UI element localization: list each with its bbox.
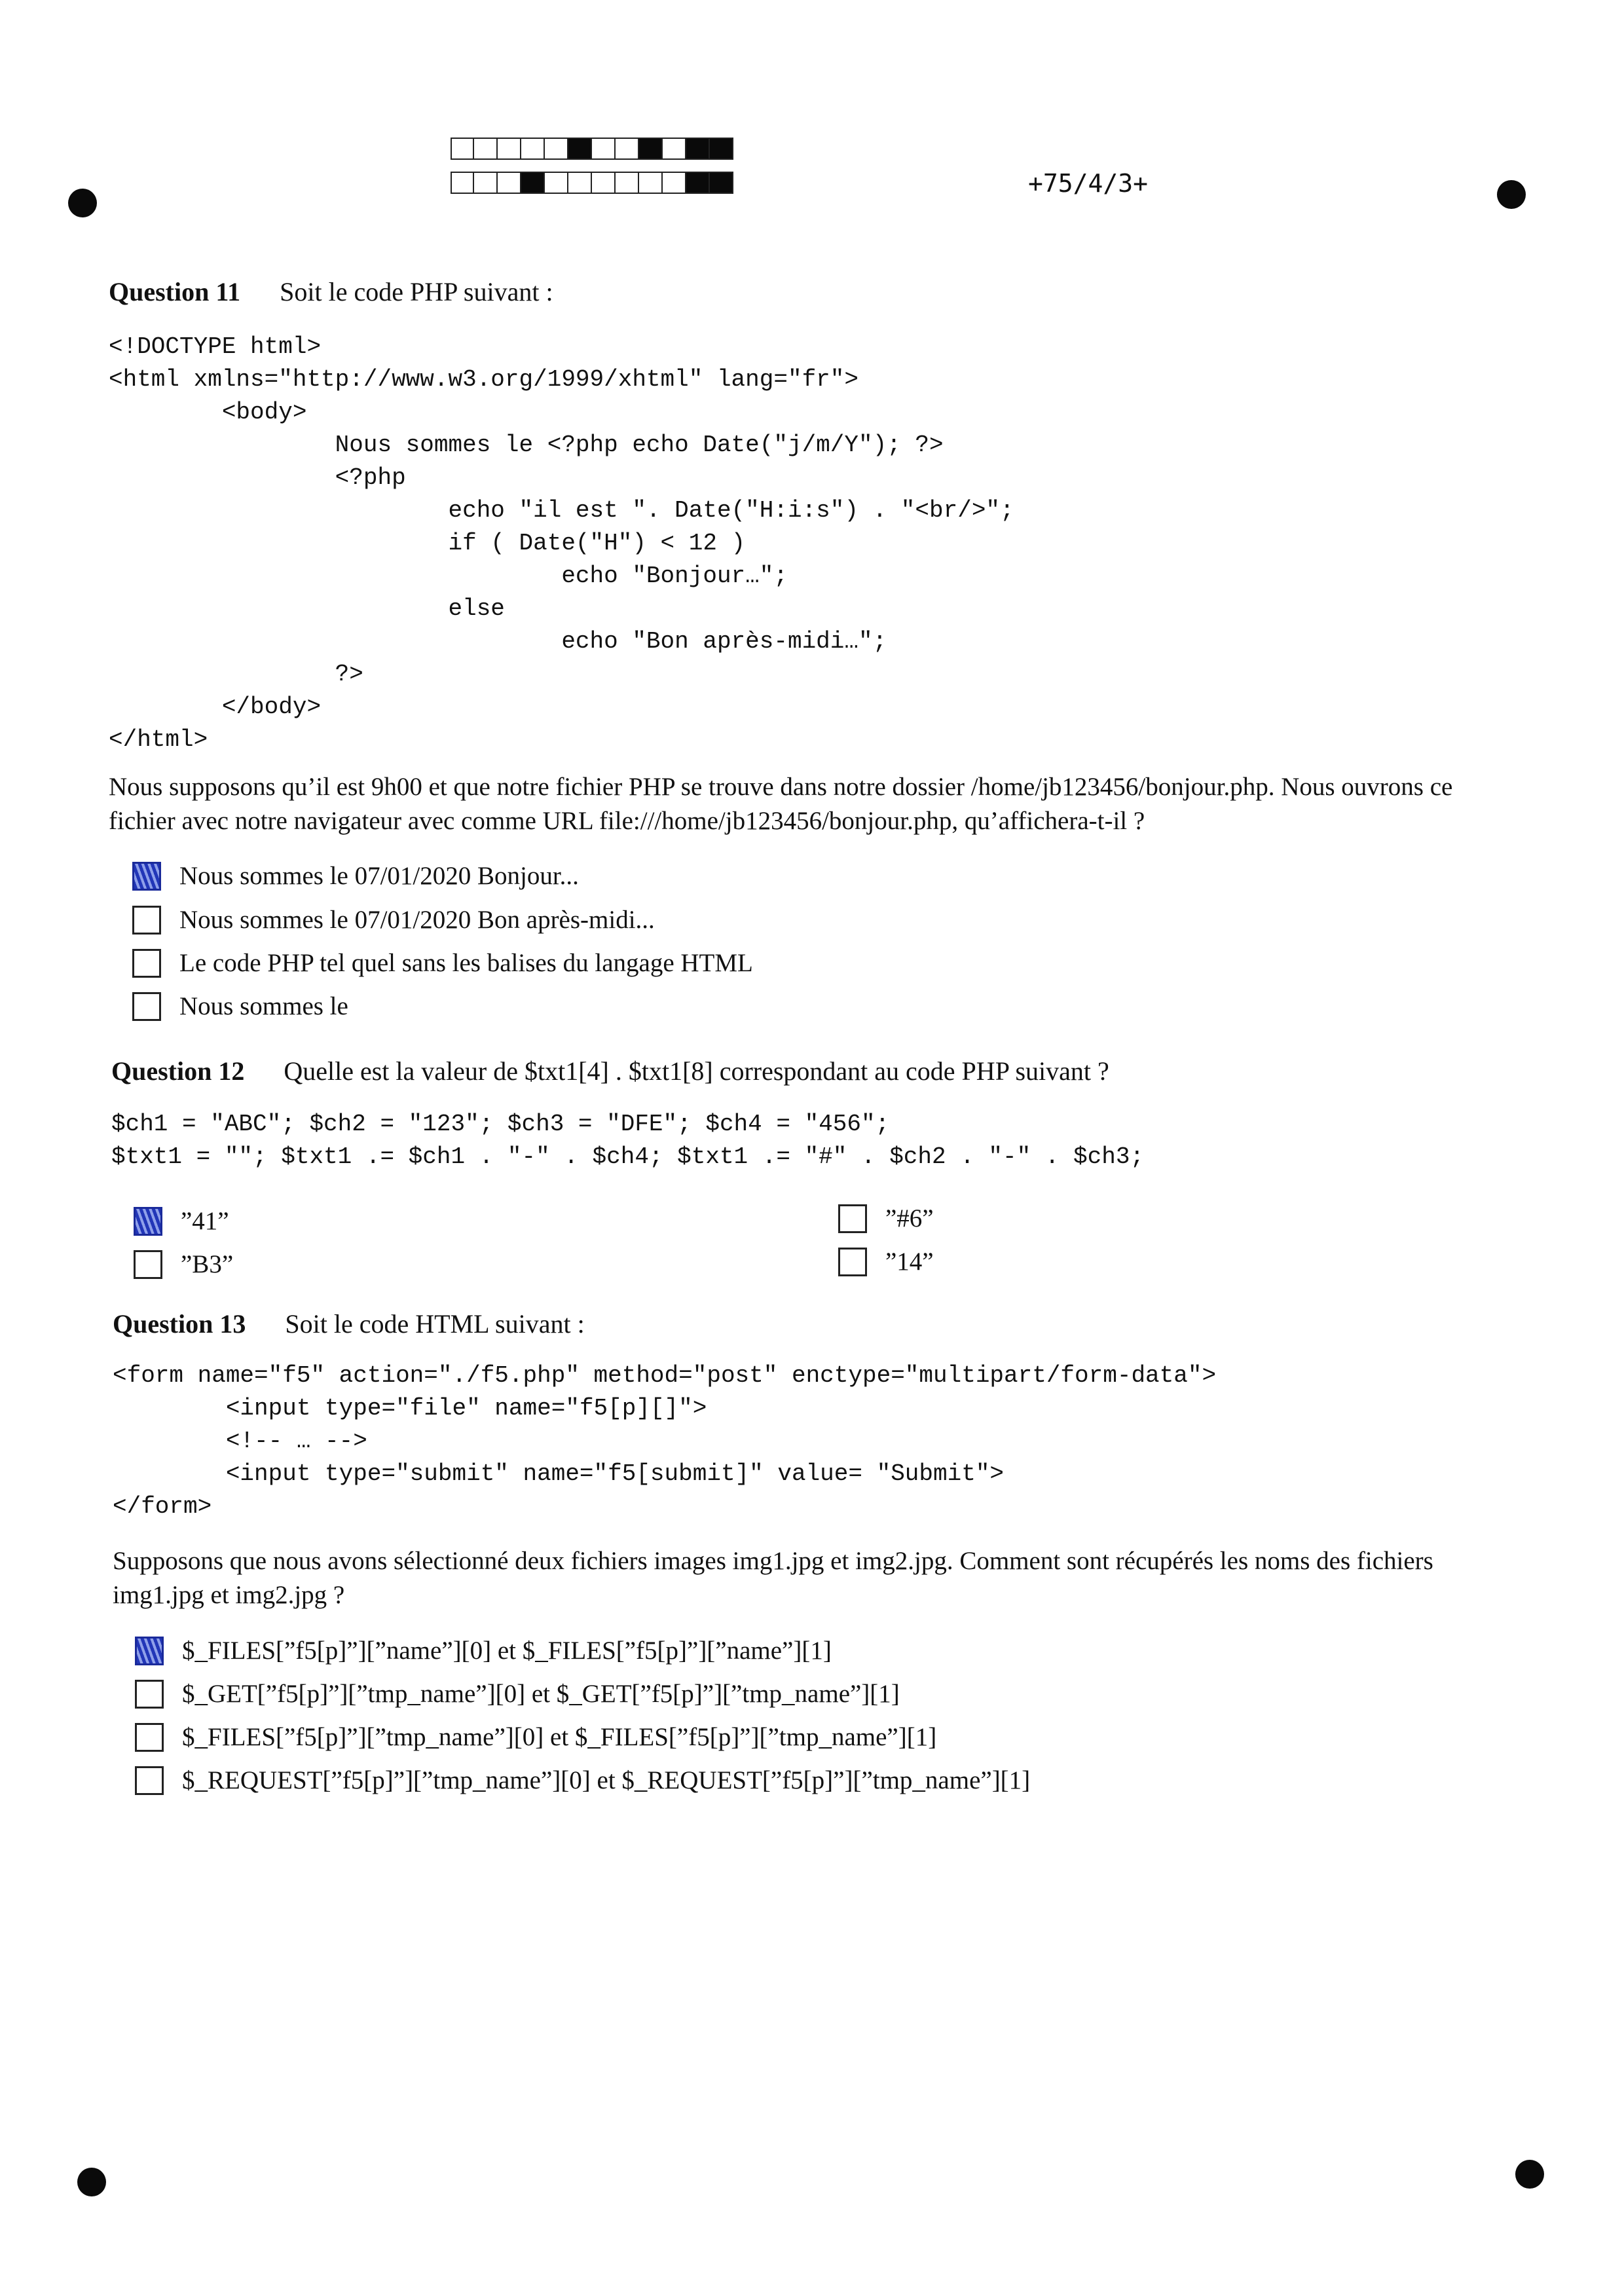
registration-mark-top-left	[68, 189, 97, 217]
question-prompt: Quelle est la valeur de $txt1[4] . $txt1[8] correspondant au code PHP suivant ?	[284, 1056, 1109, 1086]
checkbox-checked[interactable]	[132, 862, 161, 891]
option-label: $_GET[”f5[p]”][”tmp_name”][0] et $_GET[”f5[p]”][”tmp_name”][1]	[182, 1680, 900, 1708]
checkbox[interactable]	[132, 992, 161, 1021]
question-number: Question 11	[109, 277, 241, 306]
q11-option-2[interactable]	[132, 905, 655, 935]
question-number: Question 12	[111, 1056, 245, 1086]
checkbox[interactable]	[132, 906, 161, 935]
question-prompt: Soit le code HTML suivant :	[285, 1309, 585, 1339]
question-prompt: Soit le code PHP suivant :	[280, 277, 553, 306]
id-barcode-row-2	[451, 172, 733, 194]
q12-option-4[interactable]	[838, 1247, 934, 1276]
checkbox[interactable]	[135, 1680, 164, 1709]
checkbox-checked[interactable]	[135, 1637, 164, 1665]
checkbox[interactable]	[838, 1248, 867, 1276]
question-13-heading	[113, 1308, 585, 1339]
q13-option-1[interactable]	[135, 1636, 832, 1665]
option-label: $_FILES[”f5[p]”][”name”][0] et $_FILES[”f5[p]”][”name”][1]	[182, 1637, 832, 1665]
checkbox-checked[interactable]	[134, 1207, 162, 1236]
checkbox[interactable]	[135, 1723, 164, 1752]
question-11-heading	[109, 276, 553, 307]
question-number: Question 13	[113, 1309, 246, 1339]
q12-option-1[interactable]	[134, 1206, 229, 1236]
option-label: ”41”	[181, 1207, 229, 1235]
q12-option-3[interactable]	[838, 1204, 934, 1233]
option-label: Le code PHP tel quel sans les balises du langage HTML	[179, 949, 753, 977]
option-label: Nous sommes le	[179, 992, 348, 1020]
q11-option-1[interactable]	[132, 861, 579, 891]
question-13-code: <form name="f5" action="./f5.php" method="post" enctype="multipart/form-data"> <input type="file" name="f5[p][]"> <!-- … --> <input type="submit" name="f5[submit]" value= "Submit"> </form>	[113, 1362, 1217, 1520]
question-11-text: Nous supposons qu’il est 9h00 et que notre fichier PHP se trouve dans notre dossier /home/jb123456/bonjour.php. Nous ouvrons ce fichier avec notre navigateur avec comme URL file:///home/jb123456/bonjour.php, qu’affichera-t-il ?	[109, 773, 1453, 835]
page-code: +75/4/3+	[1028, 169, 1149, 198]
q11-option-4[interactable]	[132, 991, 348, 1021]
registration-mark-top-right	[1497, 180, 1526, 209]
option-label: $_REQUEST[”f5[p]”][”tmp_name”][0] et $_REQUEST[”f5[p]”][”tmp_name”][1]	[182, 1766, 1031, 1794]
question-12-heading	[111, 1056, 1109, 1086]
id-barcode-row-1	[451, 138, 733, 160]
registration-mark-bottom-left	[77, 2168, 106, 2196]
option-label: $_FILES[”f5[p]”][”tmp_name”][0] et $_FILES[”f5[p]”][”tmp_name”][1]	[182, 1723, 937, 1751]
registration-mark-bottom-right	[1515, 2160, 1544, 2189]
option-label: ”#6”	[885, 1204, 934, 1232]
option-label: Nous sommes le 07/01/2020 Bonjour...	[179, 862, 579, 890]
checkbox[interactable]	[134, 1250, 162, 1279]
option-label: ”14”	[885, 1248, 934, 1276]
option-label: Nous sommes le 07/01/2020 Bon après-midi...	[179, 906, 655, 934]
checkbox[interactable]	[838, 1204, 867, 1233]
q13-option-2[interactable]	[135, 1679, 900, 1709]
question-12-code: $ch1 = "ABC"; $ch2 = "123"; $ch3 = "DFE"; $ch4 = "456"; $txt1 = ""; $txt1 .= $ch1 . "-" . $ch4; $txt1 .= "#" . $ch2 . "-" . $ch3;	[111, 1111, 1145, 1170]
q13-option-4[interactable]	[135, 1766, 1030, 1795]
q13-option-3[interactable]	[135, 1722, 936, 1752]
checkbox[interactable]	[132, 949, 161, 978]
question-13-text: Supposons que nous avons sélectionné deux fichiers images img1.jpg et img2.jpg. Comment sont récupérés les noms des fichiers img1.jpg et img2.jpg ?	[113, 1547, 1433, 1609]
option-label: ”B3”	[181, 1250, 234, 1278]
question-11-code: <!DOCTYPE html> <html xmlns="http://www.w3.org/1999/xhtml" lang="fr"> <body> Nous sommes le <?php echo Date("j/m/Y"); ?> <?php echo "il est ". Date("H:i:s") . "<br/>"; if ( Date("H") < 12 ) echo "Bonjour…"; else echo "Bon après-midi…"; ?> </body> </html>	[109, 333, 1014, 753]
q12-option-2[interactable]	[134, 1250, 233, 1279]
checkbox[interactable]	[135, 1766, 164, 1795]
q11-option-3[interactable]	[132, 948, 753, 978]
